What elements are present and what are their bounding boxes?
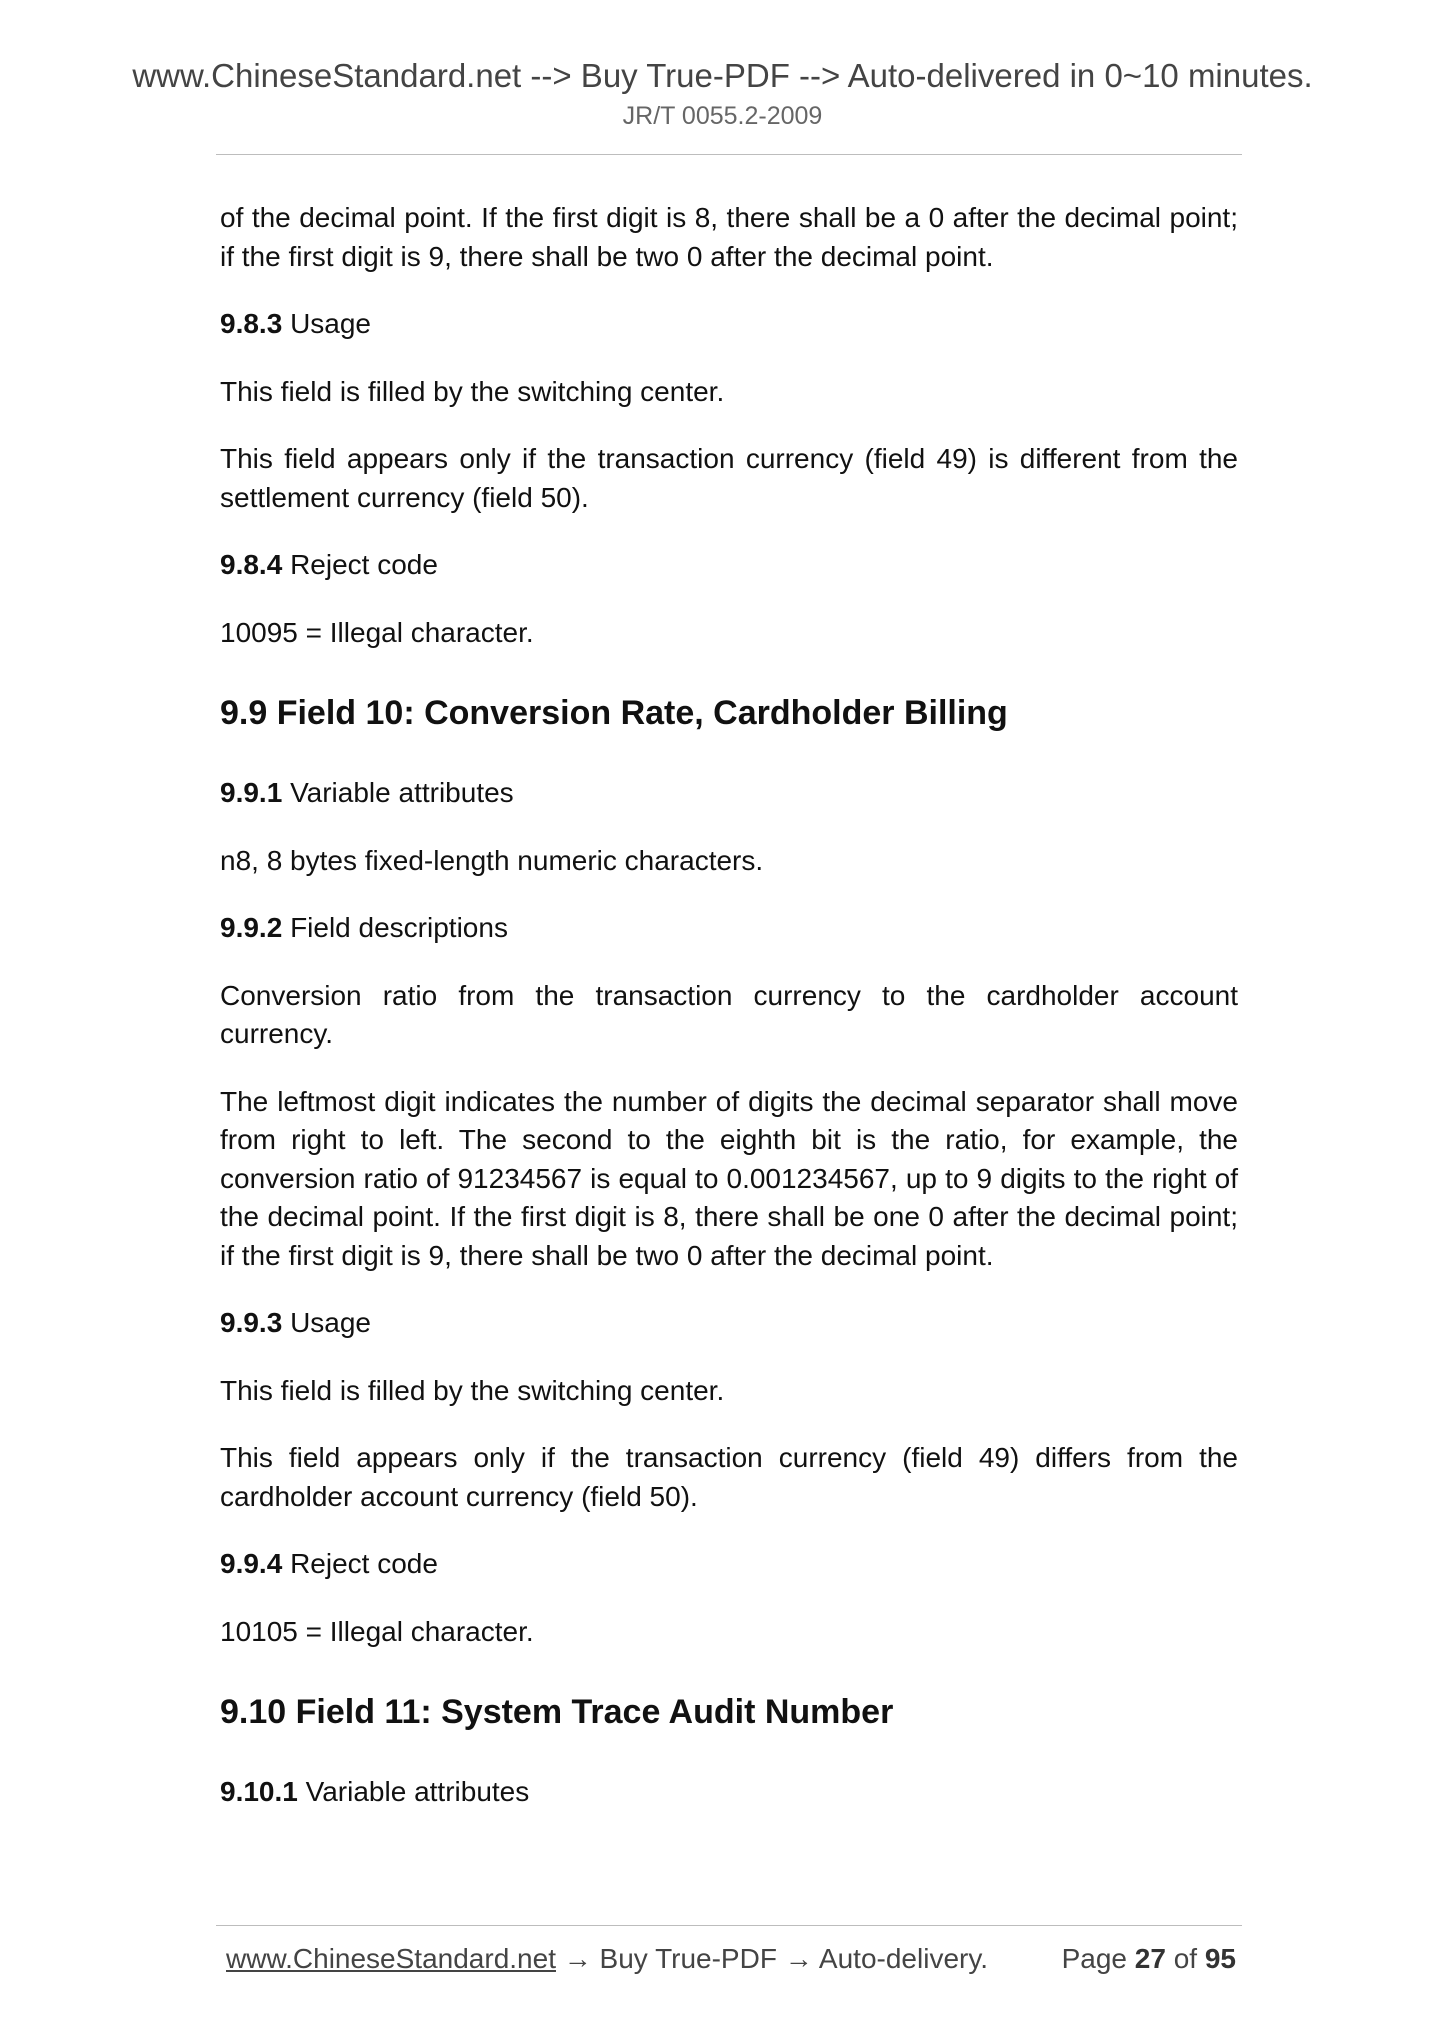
subsection-heading-9-8-4 — [220, 546, 1238, 585]
subsection-heading-9-9-1 — [220, 774, 1238, 813]
subsection-heading-9-9-3 — [220, 1304, 1238, 1343]
section-heading-9-9: 9.9 Field 10: Conversion Rate, Cardholder Billing — [220, 694, 1008, 732]
standard-code: JR/T 0055.2-2009 — [622, 102, 823, 130]
paragraph: This field is filled by the switching center. — [220, 1374, 725, 1406]
subsection-heading-9-10-1 — [220, 1773, 1238, 1812]
footer-link[interactable]: www.ChineseStandard.net — [226, 1943, 556, 1974]
paragraph: This field is filled by the switching center. — [220, 375, 725, 407]
footer-promo-text: → Buy True-PDF → Auto-delivery. — [555, 1943, 989, 1974]
section-number: 9.9.1 — [220, 777, 283, 808]
section-title: Reject code — [290, 1548, 438, 1579]
document-body — [220, 199, 1238, 1812]
footer-divider — [216, 1925, 1242, 1926]
section-title: Field descriptions — [290, 912, 508, 943]
paragraph: This field appears only if the transaction currency (field 49) is different from the settlement currency (field 50). — [220, 443, 1238, 513]
subsection-heading-9-8-3 — [220, 305, 1238, 344]
footer-promo — [226, 1940, 988, 1978]
page-header — [0, 56, 1445, 132]
section-heading-9-10: 9.10 Field 11: System Trace Audit Number — [220, 1693, 894, 1731]
section-number: 9.8.3 — [220, 308, 283, 339]
section-number: 9.9.2 — [220, 912, 283, 943]
page-word: Page — [1061, 1943, 1127, 1974]
subsection-heading-9-9-2 — [220, 909, 1238, 948]
section-number: 9.9.3 — [220, 1307, 283, 1338]
header-divider — [216, 154, 1242, 155]
current-page: 27 — [1134, 1943, 1166, 1974]
total-pages: 95 — [1204, 1943, 1236, 1974]
of-word: of — [1173, 1943, 1198, 1974]
paragraph: 10105 = Illegal character. — [220, 1615, 534, 1647]
section-title: Reject code — [290, 549, 438, 580]
page-number — [1062, 1940, 1236, 1978]
section-title: Variable attributes — [290, 777, 514, 808]
paragraph: This field appears only if the transaction currency (field 49) differs from the cardholder account currency (field 50). — [220, 1442, 1238, 1512]
section-title: Variable attributes — [305, 1776, 530, 1807]
header-banner: www.ChineseStandard.net --> Buy True-PDF --> Auto-delivered in 0~10 minutes. — [132, 57, 1313, 94]
subsection-heading-9-9-4 — [220, 1545, 1238, 1584]
section-title: Usage — [290, 308, 371, 339]
paragraph: 10095 = Illegal character. — [220, 616, 534, 648]
section-number: 9.8.4 — [220, 549, 283, 580]
paragraph-continued: of the decimal point. If the first digit is 8, there shall be a 0 after the decimal point; if the first digit is 9, there shall be two 0 after the decimal point. — [220, 202, 1238, 272]
paragraph: n8, 8 bytes fixed-length numeric characters. — [220, 844, 764, 876]
paragraph: The leftmost digit indicates the number of digits the decimal separator shall move from right to left. The second to the eighth bit is the ratio, for example, the conversion ratio of 91234567 is equal to 0.001234567, up to 9 digits to the right of the decimal point. If the first digit is 8, there shall be one 0 after the decimal point; if the first digit is 9, there shall be two 0 after the decimal point. — [220, 1085, 1238, 1271]
section-title: Usage — [290, 1307, 371, 1338]
section-number: 9.9.4 — [220, 1548, 283, 1579]
section-number: 9.10.1 — [220, 1776, 298, 1807]
paragraph: Conversion ratio from the transaction currency to the cardholder account currency. — [220, 979, 1238, 1049]
